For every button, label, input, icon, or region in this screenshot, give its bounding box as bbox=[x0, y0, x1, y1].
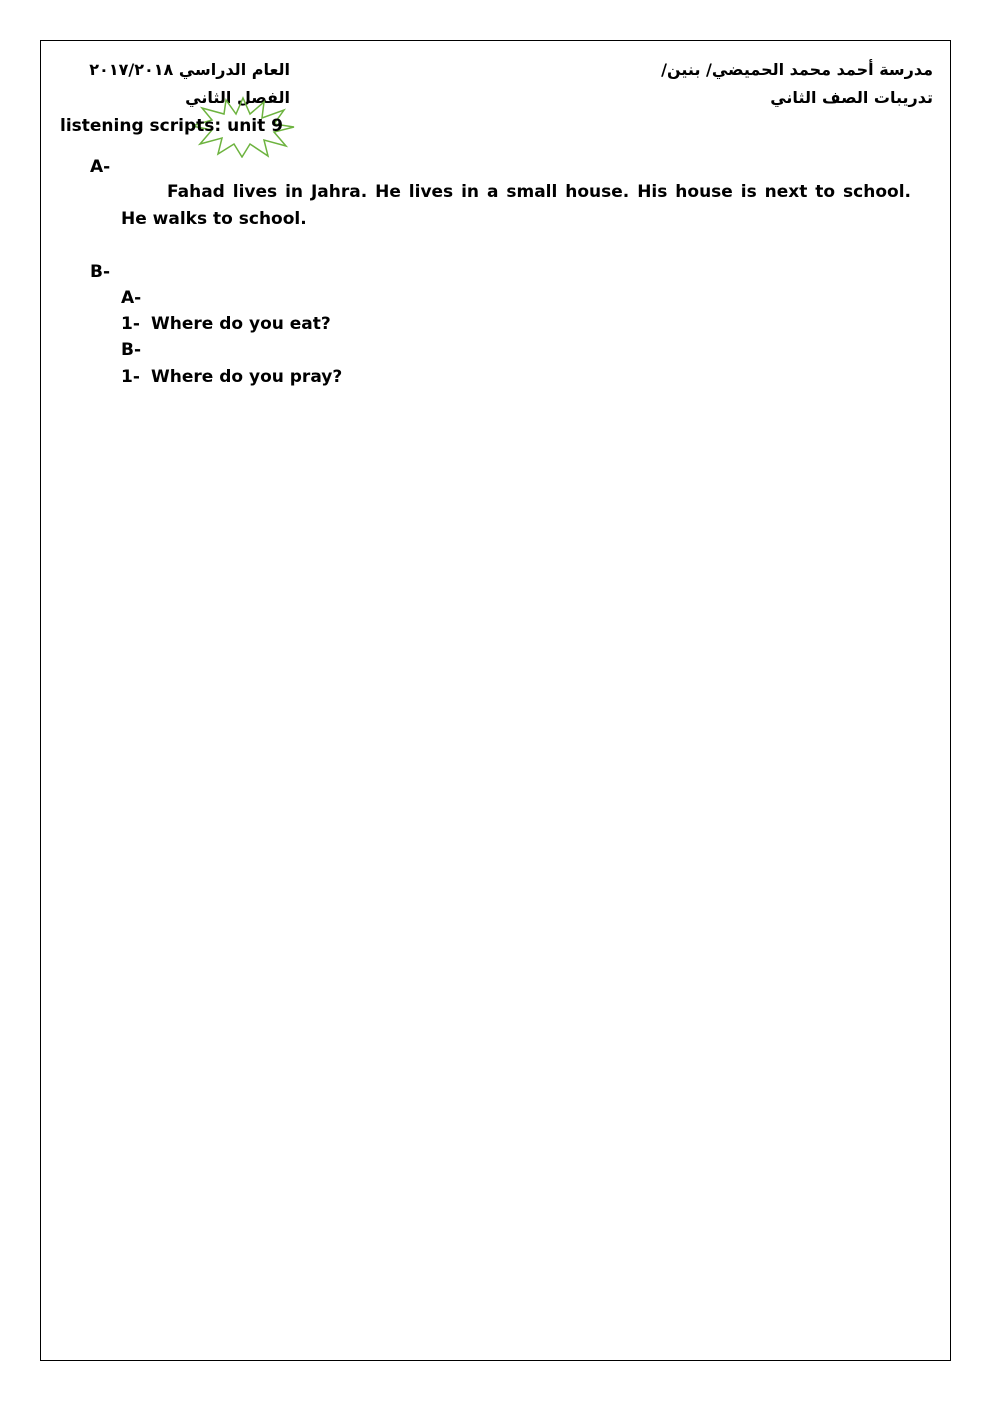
part-a-label: A- bbox=[121, 288, 142, 308]
academic-year: العام الدراسي ٢٠١٧/٢٠١٨ bbox=[89, 60, 290, 79]
section-a-paragraph: Fahad lives in Jahra. He lives in a small house. His house is next to school. He walks to school. bbox=[121, 182, 911, 229]
question-2 bbox=[121, 364, 342, 390]
question-text: Where do you eat? bbox=[151, 314, 331, 334]
school-name: مدرسة أحمد محمد الحميضي/ بنين/ bbox=[661, 60, 933, 79]
page-border bbox=[40, 40, 951, 1361]
part-b-label: B- bbox=[121, 340, 142, 360]
section-b-label: B- bbox=[90, 262, 111, 282]
page-title: listening scripts: unit 9 bbox=[60, 116, 283, 136]
section-a-label: A- bbox=[90, 157, 111, 177]
grade-subtitle: تدريبات الصف الثاني bbox=[770, 88, 933, 107]
semester: الفصل الثاني bbox=[185, 88, 290, 107]
question-number: 1- bbox=[121, 314, 140, 334]
question-1 bbox=[121, 311, 331, 337]
question-text: Where do you pray? bbox=[151, 367, 343, 387]
question-number: 1- bbox=[121, 367, 140, 387]
